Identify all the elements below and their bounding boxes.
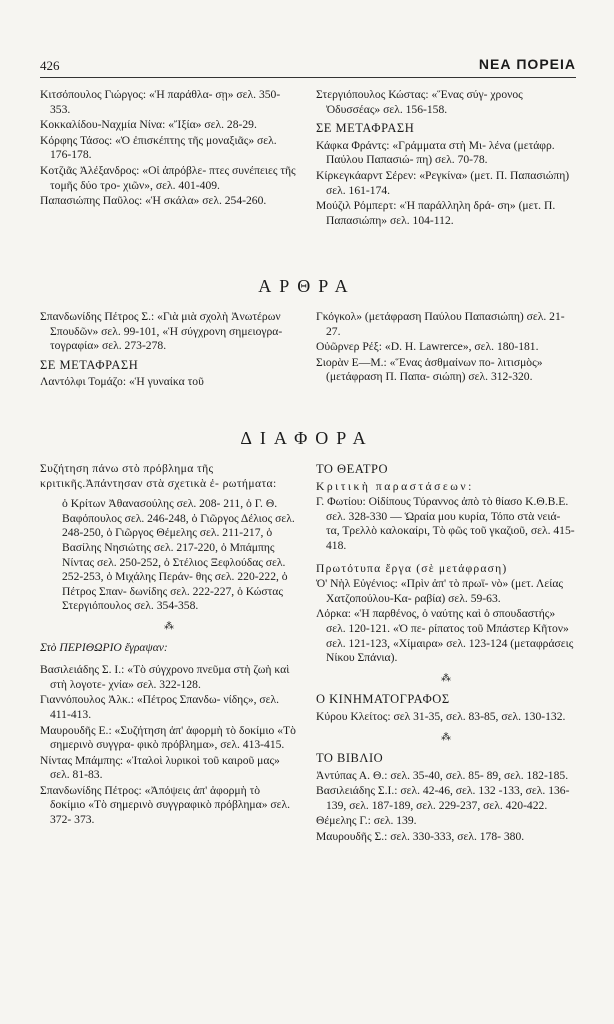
- entry: Κίρκεγκάαρντ Σέρεν: «Ρεγκίνα» (μετ. Π. Παπασιώπη) σελ. 161-174.: [316, 168, 570, 197]
- entry: Θέμελης Γ.: σελ. 139.: [316, 814, 417, 828]
- entry: Παπασιώπης Παῦλος: «Ἡ σκάλα» σελ. 254-260.: [40, 194, 267, 208]
- entry: Κοτζιᾶς Ἀλέξανδρος: «Οἱ ἀπρόβλε- πτες συνέπειες τῆς τομῆς δύο τρο- χιῶν», σελ. 401-409.: [40, 163, 296, 192]
- arthra-left-column: [40, 310, 298, 391]
- criticism-heading: Κριτικὴ παραστάσεων:: [316, 479, 474, 493]
- entry: Οὐῶρνερ Ρέξ: «D. H. Lawrerce», σελ. 180-181.: [316, 340, 539, 354]
- cinema-heading: Ο ΚΙΝΗΜΑΤΟΓΡΑΦΟΣ: [316, 692, 450, 707]
- entry: Γιαννόπουλος Ἀλκ.: «Πέτρος Σπανδω- νίδης», σελ. 411-413.: [40, 693, 280, 721]
- asterism-icon: ⁂: [164, 620, 174, 632]
- section-heading-arthra: ΑΡΘΡΑ: [258, 276, 356, 296]
- entry: Γ. Φωτίου: Οἰδίπους Τύραννος ἀπὸ τὸ θίασο Κ.Θ.Β.Ε. σελ. 328-330 — Ὡραία μου κυρία, Τόπο στὰ νειά- τα, Τρελλὸ καλοκαίρι, Τὸ φῶς τοῦ γκαζιοῦ, σελ. 415-418.: [316, 495, 575, 552]
- entry: Λόρκα: «Ἡ παρθένος, ὁ ναύτης καὶ ὁ σπουδαστής» σελ. 120-121. «Ὁ πε- ρίπατος τοῦ Μπάστερ Κῆτον» σελ. 121-123, «Χίμαιρα» σελ. 123-124 (μεταφράσεις Νίκου Σπάνια).: [316, 607, 574, 665]
- entry: Κιτσόπουλος Γιώργος: «Ἡ παράθλα- σῃ» σελ. 350-353.: [40, 88, 281, 116]
- top-left-column: [40, 88, 298, 210]
- subheading-translation: ΣΕ ΜΕΤΑΦΡΑΣΗ: [40, 357, 139, 372]
- subheading-translation: ΣΕ ΜΕΤΑΦΡΑΣΗ: [316, 121, 415, 136]
- page-number: 426: [40, 58, 60, 73]
- originals-heading: Πρωτότυπα ἔργα (σὲ μετάφραση): [316, 561, 508, 575]
- entry: Μούζιλ Ρόμπερτ: «Ἡ παράλληλη δρά- ση» (μετ. Π. Παπασιώπη» σελ. 104-112.: [316, 199, 556, 227]
- entry: Βασιλειάδης Σ. Ι.: «Τὸ σύγχρονο πνεῦμα στὴ ζωὴ καὶ στὴ λογοτε- χνία» σελ. 322-128.: [40, 663, 290, 691]
- entry: Κοκκαλίδου-Ναχμία Νίνα: «Ἴξία» σελ. 28-29.: [40, 118, 257, 132]
- entry: Σιορὰν Ε—Μ.: «Ἕνας ἀσθμαίνων πο- λιτισμὸς» (μετάφραση Π. Παπα- σιώπη) σελ. 312-320.: [316, 355, 543, 384]
- entry: Νίντας Μπάμπης: «Ἰταλοὶ λυρικοὶ τοῦ καιροῦ μας» σελ. 81-83.: [40, 753, 280, 782]
- entry: Γκόγκολ» (μετάφραση Παύλου Παπασιώπη) σελ. 21-27.: [316, 310, 565, 338]
- discussion-list: ὁ Κρίτων Ἀθανασούλης σελ. 208- 211, ὁ Γ. Θ. Βαφόπουλος σελ. 246-248, ὁ Γιῶργος Δέλιος σελ. 248-250, ὁ Γιῶργος Θέμελης σελ. 211-217, ὁ Βασίλης Νησιώτης σελ. 217-220, ὁ Μπάμπης Νίντας σελ. 250-252, ὁ Στέλιος Ξεφλούδας σελ. 252-253, ὁ Μιχάλης Περάν- θης σελ. 220-222, ὁ Πέτρος Σπαν- δωνίδης σελ. 222-227, ὁ Κώστας Στεργιόπουλος σελ. 354-358.: [62, 497, 295, 613]
- entry: Ὁ' Νὴλ Εὐγένιος: «Πρὶν ἀπ' τὸ πρωϊ- νὸ» (μετ. Λείας Χατζοπούλου-Κα- ραβία) σελ. 59-63.: [316, 577, 563, 605]
- entry: Κάφκα Φράντς: «Γράμματα στὴ Μι- λένα (μετάφρ. Παύλου Παπασιώ- πη) σελ. 70-78.: [316, 138, 555, 167]
- entry: Λαντόλφι Τομάζο: «Ἡ γυναίκα τοῦ: [40, 375, 204, 389]
- diafora-left-column: [40, 462, 298, 829]
- theatre-heading: ΤΟ ΘΕΑΤΡΟ: [316, 462, 388, 476]
- discussion-intro: Συζήτηση πάνω στὸ πρόβλημα τῆς κριτικῆς.Ἀπάντησαν στὰ σχετικὰ ἐ- ρωτήματα:: [40, 462, 277, 490]
- asterism-icon: ⁂: [441, 672, 451, 684]
- asterism-icon: ⁂: [441, 731, 451, 743]
- header-rule: [40, 77, 576, 78]
- entry: Κόρφης Τάσος: «Ὁ ἐπισκέπτης τῆς μοναξιᾶς» σελ. 176-178.: [40, 133, 277, 162]
- entry: Στεργιόπουλος Κώστας: «Ἕνας σύγ- χρονος Ὀδυσσέας» σελ. 156-158.: [316, 88, 523, 116]
- periothorio-heading: Στὸ ΠΕΡΙΘΩΡΙΟ ἔγραψαν:: [40, 640, 168, 654]
- entry: Μαυρουδῆς Σ.: σελ. 330-333, σελ. 178- 380.: [316, 830, 525, 844]
- entry: Μαυρουδῆς Ε.: «Συζήτηση ἀπ' ἀφορμὴ τὸ δοκίμιο «Τὸ σημερινὸ συγγρα- φικὸ πρόβλημα», σελ. 413-415.: [40, 723, 296, 752]
- entry: Βασιλειάδης Σ.Ι.: σελ. 42-46, σελ. 132 -133, σελ. 136-139, σελ. 187-189, σελ. 229-237, σελ. 420-422.: [316, 784, 570, 812]
- section-heading-diafora: ΔΙΑΦΟΡΑ: [240, 428, 374, 448]
- entry: Σπανδωνίδης Πέτρος Σ.: «Γιὰ μιὰ σχολὴ Ἀνωτέρων Σπουδῶν» σελ. 99-101, «Ἡ σύγχρονη σημειογρα- τογραφία» σελ. 273-278.: [40, 310, 283, 353]
- book-heading: ΤΟ ΒΙΒΛΙΟ: [316, 751, 384, 766]
- diafora-right-column: [316, 462, 576, 846]
- journal-title: ΝΕΑ ΠΟΡΕΙΑ: [478, 56, 576, 72]
- entry: Ἀντύπας Α. Θ.: σελ. 35-40, σελ. 85- 89, σελ. 182-185.: [316, 768, 569, 782]
- top-right-column: [316, 88, 576, 229]
- entry: Κύρου Κλείτος: σελ 31-35, σελ. 83-85, σελ. 130-132.: [316, 709, 566, 723]
- arthra-right-column: [316, 310, 576, 386]
- entry: Σπανδωνίδης Πέτρος: «Ἀπόψεις ἀπ' ἀφορμὴ τὸ δοκίμιο «Τὸ σημερινὸ συγγραφικὸ πρόβλημα» σελ. 372- 373.: [40, 783, 291, 827]
